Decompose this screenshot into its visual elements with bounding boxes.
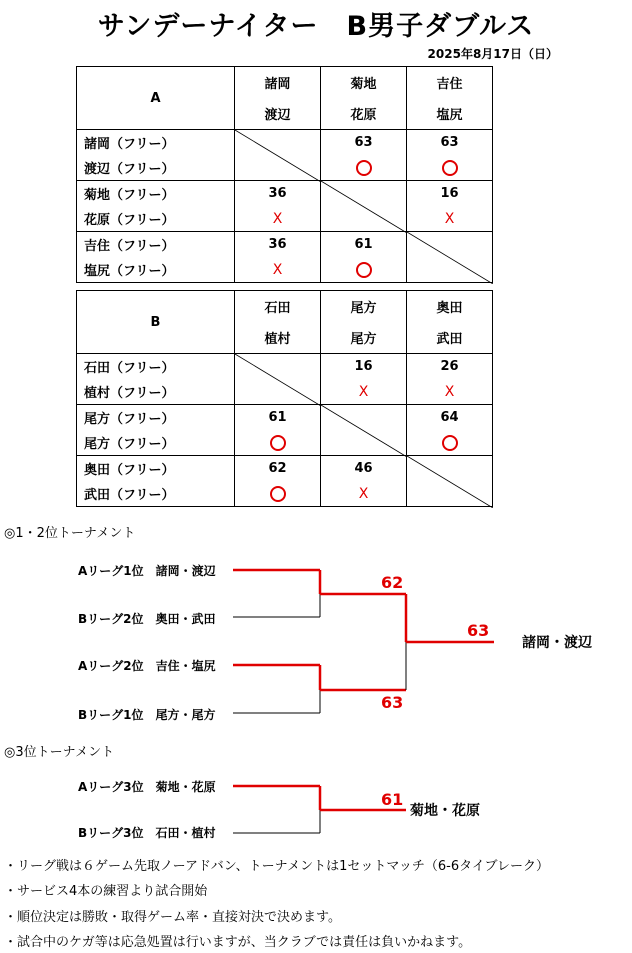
- col-header-name: 渡辺: [235, 98, 321, 130]
- t1-final-score: 63: [467, 621, 490, 640]
- t1-winner: 諸岡・渡辺: [522, 635, 592, 651]
- cross-icon: X: [358, 383, 369, 400]
- player-name: 植村（フリー）: [77, 379, 235, 405]
- match-score: 16: [321, 354, 407, 380]
- player-name: 菊地（フリー）: [77, 181, 235, 207]
- col-header-name: 武田: [407, 322, 493, 354]
- col-header-name: 石田: [235, 291, 321, 323]
- t3-entry-1: Aリーグ3位 菊地・花原: [78, 780, 216, 794]
- player-name: 諸岡（フリー）: [77, 130, 235, 156]
- cross-icon: X: [272, 261, 283, 278]
- col-header-name: 尾方: [321, 322, 407, 354]
- match-score: 26: [407, 354, 493, 380]
- player-name: 塩尻（フリー）: [77, 257, 235, 283]
- note-1: ・リーグ戦は６ゲーム先取ノーアドバン、トーナメントは1セットマッチ（6-6タイブレーク）: [4, 859, 549, 874]
- col-header-name: 吉住: [407, 67, 493, 99]
- player-name: 武田（フリー）: [77, 481, 235, 507]
- col-header-name: 尾方: [321, 291, 407, 323]
- col-header-name: 花原: [321, 98, 407, 130]
- match-score: 61: [235, 405, 321, 431]
- col-header-name: 塩尻: [407, 98, 493, 130]
- match-score: 63: [407, 130, 493, 156]
- match-score: 36: [235, 232, 321, 258]
- group-label: A: [77, 67, 235, 130]
- match-score: 16: [407, 181, 493, 207]
- match-score: 61: [321, 232, 407, 258]
- t3-entry-2: Bリーグ3位 石田・植村: [78, 826, 216, 840]
- t1-entry-1: Aリーグ1位 諸岡・渡辺: [78, 564, 216, 578]
- group-label: B: [77, 291, 235, 354]
- col-header-name: 菊地: [321, 67, 407, 99]
- col-header-name: 諸岡: [235, 67, 321, 99]
- player-name: 奥田（フリー）: [77, 456, 235, 482]
- match-score: 36: [235, 181, 321, 207]
- col-header-name: 奥田: [407, 291, 493, 323]
- cross-icon: X: [444, 383, 455, 400]
- cross-icon: X: [444, 210, 455, 227]
- player-name: 尾方（フリー）: [77, 405, 235, 431]
- t1-entry-3: Aリーグ2位 吉住・塩尻: [78, 659, 216, 673]
- t1-semi1-score: 62: [381, 573, 404, 592]
- t1-entry-2: Bリーグ2位 奥田・武田: [78, 612, 216, 626]
- player-name: 花原（フリー）: [77, 206, 235, 232]
- player-name: 尾方（フリー）: [77, 430, 235, 456]
- match-score: 64: [407, 405, 493, 431]
- cross-icon: X: [358, 485, 369, 502]
- t1-semi2-score: 63: [381, 693, 404, 712]
- match-score: 63: [321, 130, 407, 156]
- tournament3-heading: ◎3位トーナメント: [4, 745, 115, 760]
- note-3: ・順位決定は勝敗・取得ゲーム率・直接対決で決めます。: [4, 910, 341, 925]
- note-2: ・サービス4本の練習より試合開始: [4, 884, 208, 899]
- tournament1-heading: ◎1・2位トーナメント: [4, 526, 136, 541]
- note-4: ・試合中のケガ等は応急処置は行いますが、当クラブでは責任は負いかねます。: [4, 935, 472, 950]
- t3-winner: 菊地・花原: [410, 803, 480, 819]
- match-score: 46: [321, 456, 407, 482]
- t1-entry-4: Bリーグ1位 尾方・尾方: [78, 708, 216, 722]
- page-title: サンデーナイター B男子ダブルス: [97, 11, 535, 42]
- match-score: 62: [235, 456, 321, 482]
- col-header-name: 植村: [235, 322, 321, 354]
- event-date: 2025年8月17日（日）: [427, 47, 558, 61]
- player-name: 渡辺（フリー）: [77, 155, 235, 181]
- player-name: 吉住（フリー）: [77, 232, 235, 258]
- player-name: 石田（フリー）: [77, 354, 235, 380]
- t3-final-score: 61: [381, 790, 404, 809]
- cross-icon: X: [272, 210, 283, 227]
